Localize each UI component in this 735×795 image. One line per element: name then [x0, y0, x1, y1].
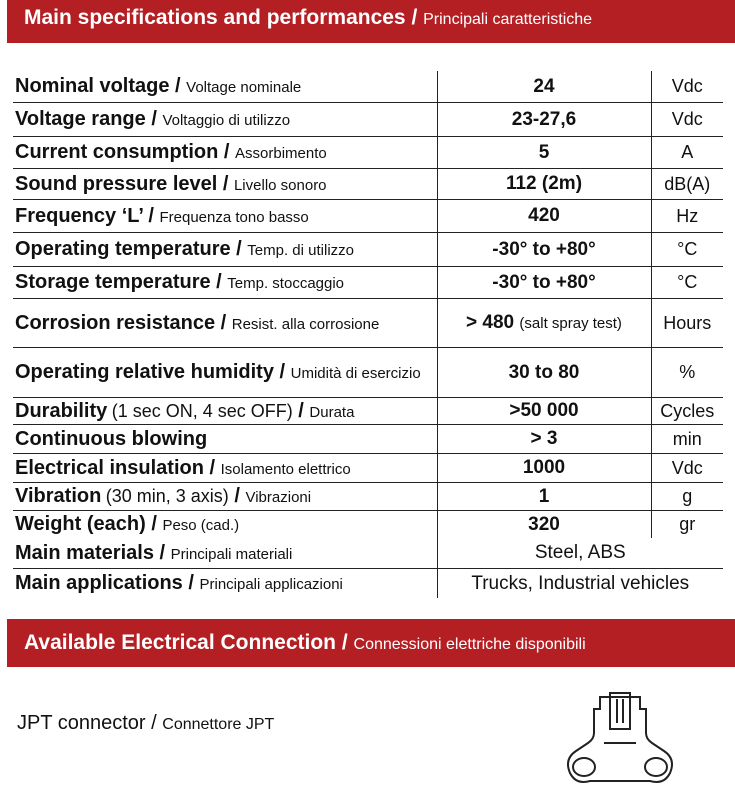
- spec-name-en: Operating relative humidity: [15, 361, 274, 383]
- spec-unit: A: [651, 136, 723, 168]
- spec-value: [437, 482, 651, 510]
- spec-name-it: Peso (cad.): [162, 517, 240, 535]
- spec-value: [437, 266, 651, 298]
- spec-name-en: Weight (each): [15, 513, 146, 536]
- header-title-en: Main specifications and performances: [24, 6, 406, 29]
- spec-value-text: > 480: [466, 312, 515, 333]
- spec-label: Frequency ‘L’ / Frequenza tono basso: [13, 199, 437, 232]
- spec-unit: Vdc: [651, 453, 723, 482]
- spec-value-text: 420: [528, 205, 560, 226]
- spec-value: [437, 168, 651, 199]
- spec-name-en: Current consumption: [15, 141, 219, 163]
- spec-name-it: Assorbimento: [235, 145, 327, 162]
- spec-label: Voltage range / Voltaggio di utilizzo: [13, 102, 437, 136]
- spec-value-text: >50 000: [509, 400, 579, 421]
- spec-name-it: Principali materiali: [170, 545, 293, 563]
- spec-label: Electrical insulation / Isolamento elettrico: [13, 453, 437, 482]
- connection-title-it: Connessioni elettriche disponibili: [353, 636, 586, 653]
- spec-unit: g: [651, 482, 723, 510]
- spec-name-it: Isolamento elettrico: [220, 460, 351, 478]
- connector-label: [17, 712, 274, 735]
- spec-value-text: 1: [538, 485, 550, 507]
- spec-unit: Hours: [651, 298, 723, 347]
- spec-name-en: Electrical insulation: [15, 456, 204, 479]
- table-row: [13, 136, 723, 168]
- spec-name-it: Voltaggio di utilizzo: [162, 112, 291, 129]
- specifications-header: [7, 0, 735, 43]
- spec-value: [437, 510, 651, 538]
- spec-name-it: Temp. di utilizzo: [247, 242, 354, 259]
- table-row: [13, 298, 723, 347]
- spec-name-it: Resist. alla corrosione: [231, 315, 380, 333]
- spec-unit: Vdc: [651, 102, 723, 136]
- spec-name-extra: (1 sec ON, 4 sec OFF): [111, 400, 293, 421]
- spec-label: Weight (each) / Peso (cad.): [15, 513, 240, 536]
- spec-value: Steel, ABS: [437, 538, 723, 568]
- spec-name-en: Continuous blowing: [15, 427, 208, 450]
- spec-name-en: Operating temperature: [15, 238, 231, 260]
- table-row: [13, 397, 723, 424]
- spec-name-extra: (30 min, 3 axis): [105, 486, 229, 506]
- spec-value: [437, 102, 651, 136]
- table-row: [13, 510, 723, 538]
- table-row: [13, 266, 723, 298]
- spec-unit: gr: [651, 510, 723, 538]
- spec-label: Current consumption / Assorbimento: [13, 136, 437, 168]
- spec-name-en: Voltage range: [15, 108, 146, 130]
- spec-value: [437, 347, 651, 397]
- table-row: [13, 232, 723, 266]
- spec-name-en: Storage temperature: [15, 271, 211, 293]
- spec-unit: °C: [651, 232, 723, 266]
- spec-unit: Cycles: [651, 397, 723, 424]
- spec-name-it: Principali applicazioni: [199, 576, 343, 594]
- table-row: [13, 538, 723, 568]
- spec-label: Main applications / Principali applicazioni: [15, 572, 343, 595]
- spec-value: Trucks, Industrial vehicles: [437, 568, 723, 598]
- spec-value: [437, 136, 651, 168]
- spec-unit: dB(A): [651, 168, 723, 199]
- jpt-connector-icon: [560, 689, 680, 789]
- spec-name-it: Vibrazioni: [245, 489, 312, 506]
- spec-value-text: 320: [528, 513, 560, 535]
- connector-name-it: Connettore JPT: [162, 716, 275, 733]
- spec-label: Corrosion resistance / Resist. alla corrosione: [13, 298, 437, 347]
- spec-value: [437, 424, 651, 453]
- table-row: [13, 102, 723, 136]
- spec-name-en: Sound pressure level: [15, 172, 218, 195]
- spec-name-it: Livello sonoro: [233, 176, 327, 194]
- connector-name-en: JPT connector: [17, 712, 146, 734]
- table-row: [13, 453, 723, 482]
- connector-separator: /: [145, 712, 163, 734]
- spec-label: Main materials / Principali materiali: [13, 538, 437, 568]
- spec-label: Vibration (30 min, 3 axis) / Vibrazioni: [13, 482, 437, 510]
- header-separator: /: [405, 6, 424, 29]
- spec-unit: %: [651, 347, 723, 397]
- connection-header: [7, 619, 735, 667]
- spec-name-en: Frequency ‘L’: [15, 204, 143, 227]
- spec-value-text: 5: [538, 141, 550, 163]
- spec-name-en: Vibration: [15, 485, 102, 507]
- spec-label: Operating temperature / Temp. di utilizzo: [13, 232, 437, 266]
- spec-name-it: Durata: [309, 403, 355, 421]
- spec-name-en: Corrosion resistance: [15, 311, 216, 334]
- spec-value-text: 24: [533, 75, 555, 97]
- spec-name-it: Umidità di esercizio: [290, 365, 421, 382]
- table-row: [13, 424, 723, 453]
- spec-name-it: Voltage nominale: [186, 79, 302, 97]
- connection-title-en: Available Electrical Connection: [24, 631, 336, 654]
- spec-unit: °C: [651, 266, 723, 298]
- spec-label: Nominal voltage / Voltage nominale: [13, 71, 437, 102]
- table-row: [13, 71, 723, 102]
- header-title-it: Principali caratteristiche: [423, 11, 593, 28]
- spec-unit: Vdc: [651, 71, 723, 102]
- spec-value-text: 23-27,6: [511, 108, 577, 130]
- spec-label: Durability (1 sec ON, 4 sec OFF) / Durata: [13, 397, 437, 424]
- spec-value-text: -30° to +80°: [492, 238, 596, 260]
- table-row: [13, 347, 723, 397]
- spec-value-text: > 3: [530, 428, 558, 449]
- spec-label: [13, 424, 437, 453]
- spec-value: [437, 199, 651, 232]
- spec-label: Operating relative humidity / Umidità di esercizio: [13, 347, 437, 397]
- spec-value-text: 112 (2m): [505, 173, 583, 194]
- spec-name-en: Nominal voltage: [15, 75, 170, 98]
- spec-name-en: Durability: [15, 399, 108, 422]
- table-row: [13, 568, 723, 598]
- spec-name-en: Main applications: [15, 572, 183, 595]
- spec-name-it: Frequenza tono basso: [159, 208, 309, 226]
- table-row: [13, 199, 723, 232]
- table-row: [13, 168, 723, 199]
- spec-value: [437, 298, 651, 347]
- spec-value-note: (salt spray test): [519, 315, 622, 332]
- spec-label: Storage temperature / Temp. stoccaggio: [13, 266, 437, 298]
- spec-label: Sound pressure level / Livello sonoro: [13, 168, 437, 199]
- spec-unit: Hz: [651, 199, 723, 232]
- spec-name-it: Temp. stoccaggio: [227, 275, 345, 292]
- spec-value-text: -30° to +80°: [492, 271, 596, 293]
- spec-value: [437, 71, 651, 102]
- connection-separator: /: [336, 631, 354, 654]
- spec-value-text: 30 to 80: [508, 361, 580, 383]
- specifications-table: [13, 71, 723, 598]
- table-row: [13, 482, 723, 510]
- spec-value-text: 1000: [522, 457, 566, 478]
- spec-unit: min: [651, 424, 723, 453]
- spec-name-en: Main materials: [15, 541, 154, 564]
- spec-value: [437, 232, 651, 266]
- spec-value: [437, 453, 651, 482]
- spec-value: [437, 397, 651, 424]
